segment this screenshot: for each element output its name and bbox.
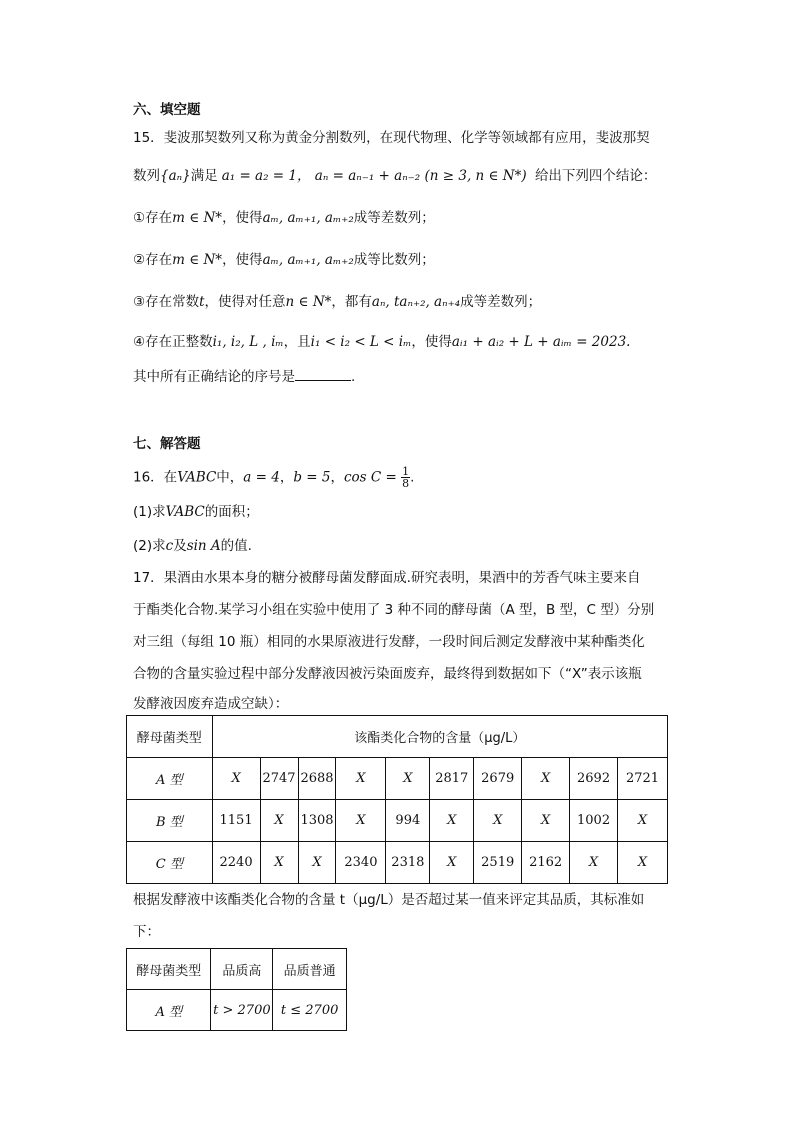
q17-line5: 发酵液因废弃造成空缺）： (133, 696, 289, 712)
conclusion-1-pre: 存在 (145, 210, 173, 226)
conclusion-2-pre: 存在 (145, 252, 173, 268)
cell-high: t > 2700 (211, 990, 273, 1031)
q15-ask-pre: 其中所有正确结论的序号是 (133, 369, 295, 385)
cell: 994 (386, 800, 430, 842)
cell: X (212, 758, 260, 800)
table-header-row (127, 716, 668, 758)
q16-sep2: ， (330, 469, 344, 486)
conclusion-3-terms: aₙ, taₙ₊₂, aₙ₊₄ (371, 294, 461, 310)
conclusion-3-pre: 存在常数 (145, 294, 200, 310)
q15-question (133, 366, 355, 387)
q16-cos-fraction (401, 466, 410, 489)
q15-sequence: {aₙ} (160, 168, 191, 184)
row-type: C 型 (127, 842, 213, 884)
q16-side-a: a = 4 (243, 469, 280, 486)
q16-p2-c: c (165, 538, 174, 554)
conclusion-3-mark: ③ (133, 294, 146, 310)
fraction-numerator: 1 (402, 465, 410, 478)
q17-line1: 17．果酒由水果本身的糖分被酵母菌发酵面成.研究表明，果酒中的芳香气味主要来自 (133, 570, 641, 586)
q15-line2 (133, 166, 656, 186)
conclusion-1-expr: m ∈ N* (172, 210, 223, 226)
conclusion-3-expr2: n ∈ N* (285, 294, 332, 310)
cell: X (260, 800, 298, 842)
cell: 2318 (386, 842, 430, 884)
conclusion-4-expr2: i₁ < i₂ < L < iₘ (310, 334, 412, 350)
q16-part2 (133, 536, 252, 556)
conclusion-1-terms: aₘ, aₘ₊₁, aₘ₊₂ (262, 210, 354, 226)
q17-line3: 对三组（每组 10 瓶）相同的水果原液进行发酵，一段时间后测定发酵液中某种酯类化 (133, 634, 645, 650)
q16-p2-sin: sin A (186, 538, 221, 554)
q16-mid: 中， (216, 469, 244, 486)
q16-part1 (133, 502, 259, 522)
quality-standard-table (126, 948, 347, 1031)
cell: 2162 (522, 842, 570, 884)
cell: X (260, 842, 298, 884)
q16-side-b: b = 5 (293, 469, 331, 486)
q16-p1-triangle: VABC (165, 504, 205, 520)
cell: 2240 (212, 842, 260, 884)
conclusion-4-mid2: ，使得 (411, 334, 452, 350)
q15-conclusion-2 (133, 250, 435, 270)
header-yeast-type: 酵母菌类型 (127, 716, 213, 758)
cell: X (298, 842, 336, 884)
q15-line2-mid: 满足 (190, 168, 218, 184)
q16-post: . (410, 469, 415, 486)
section-title-answer: 七、解答题 (133, 436, 201, 452)
q16-p1-post: 的面积； (204, 504, 259, 520)
cell: X (336, 800, 386, 842)
cell: 1002 (570, 800, 618, 842)
row-type: A 型 (127, 758, 213, 800)
cell-normal: t ≤ 2700 (273, 990, 347, 1031)
q15-conclusion-3 (133, 292, 541, 312)
table-row-a (127, 990, 347, 1031)
q16-p2-mid: 及 (173, 538, 187, 554)
table-row-a (127, 758, 668, 800)
conclusion-4-mark: ④ (133, 334, 146, 350)
conclusion-3-mid: ，使得对任意 (204, 294, 286, 310)
conclusion-3-post: 成等差数列； (460, 294, 542, 310)
cell: 1308 (298, 800, 336, 842)
conclusion-1-post: 成等差数列； (353, 210, 435, 226)
conclusion-2-expr: m ∈ N* (172, 252, 223, 268)
fraction-denominator: 8 (402, 477, 410, 490)
cell: 1151 (212, 800, 260, 842)
q17-after1: 根据发酵液中该酯类化合物的含量 t（μg/L）是否超过某一值来评定其品质，其标准如 (133, 892, 645, 908)
q15-conclusion-4 (133, 332, 630, 352)
q16-p2-post: 的值. (220, 538, 252, 554)
q16-triangle: VABC (177, 469, 217, 486)
conclusion-1-mid: ，使得 (222, 210, 263, 226)
q15-ask-post: . (351, 369, 356, 385)
conclusion-2-post: 成等比数列； (353, 252, 435, 268)
q17-line4: 合物的含量实验过程中部分发酵液因被污染面废弃，最终得到数据如下（“X”表示该瓶 (133, 666, 642, 682)
cell: 2340 (336, 842, 386, 884)
section-title-fill-in: 六、填空题 (133, 102, 201, 118)
cell: X (386, 758, 430, 800)
q15-line2-prefix: 数列 (133, 168, 160, 184)
table-header-row (127, 949, 347, 990)
conclusion-2-mid: ，使得 (222, 252, 263, 268)
cell: 2692 (570, 758, 618, 800)
q16-p2-pre: (2)求 (133, 538, 166, 554)
conclusion-3-expr: t (199, 294, 205, 310)
cell: X (430, 842, 474, 884)
cell: 2688 (298, 758, 336, 800)
q16-pre: 16．在 (133, 469, 178, 486)
row-type: B 型 (127, 800, 213, 842)
cell: X (336, 758, 386, 800)
cell: X (618, 842, 668, 884)
conclusion-3-mid2: ，都有 (331, 294, 372, 310)
q16-cos-pre: cos C = (343, 469, 402, 486)
q15-formula: a₁ = a₂ = 1， aₙ = aₙ₋₁ + aₙ₋₂ (n ≥ 3, n ∈ N*) (221, 168, 527, 184)
q16-sep1: ， (279, 469, 294, 486)
conclusion-2-mark: ② (133, 252, 146, 268)
cell: X (522, 800, 570, 842)
cell: X (570, 842, 618, 884)
cell: X (474, 800, 522, 842)
conclusion-4-mid: ，且 (283, 334, 311, 350)
q15-conclusion-1 (133, 208, 435, 228)
ester-content-table (126, 715, 668, 884)
q15-line1: 15．斐波那契数列又称为黄金分割数列，在现代物理、化学等领域都有应用，斐波那契 (133, 130, 650, 146)
conclusion-4-terms: aᵢ₁ + aᵢ₂ + L + aᵢₘ = 2023. (451, 334, 631, 350)
header-quality-high: 品质高 (211, 949, 273, 990)
conclusion-4-expr: i₁, i₂, L , iₘ (212, 334, 284, 350)
cell: 2747 (260, 758, 298, 800)
cell: 2519 (474, 842, 522, 884)
conclusion-1-mark: ① (133, 210, 146, 226)
header-ester-content: 该酯类化合物的含量（μg/L） (212, 716, 667, 758)
answer-blank[interactable] (295, 366, 351, 381)
q16-statement (133, 466, 414, 489)
q15-line2-suffix: 给出下列四个结论： (534, 168, 657, 184)
cell: X (522, 758, 570, 800)
cell: X (618, 800, 668, 842)
conclusion-2-terms: aₘ, aₘ₊₁, aₘ₊₂ (262, 252, 354, 268)
q17-line2: 于酯类化合物.某学习小组在实验中使用了 3 种不同的酵母菌（A 型，B 型，C 型）分别 (133, 602, 655, 618)
cell: 2721 (618, 758, 668, 800)
table-row-b (127, 800, 668, 842)
table-row-c (127, 842, 668, 884)
header-quality-normal: 品质普通 (273, 949, 347, 990)
cell: 2817 (430, 758, 474, 800)
header-yeast-type: 酵母菌类型 (127, 949, 211, 990)
q17-after2: 下： (133, 924, 160, 940)
row-type: A 型 (127, 990, 211, 1031)
cell: X (430, 800, 474, 842)
q16-p1-pre: (1)求 (133, 504, 166, 520)
conclusion-4-pre: 存在正整数 (145, 334, 213, 350)
cell: 2679 (474, 758, 522, 800)
